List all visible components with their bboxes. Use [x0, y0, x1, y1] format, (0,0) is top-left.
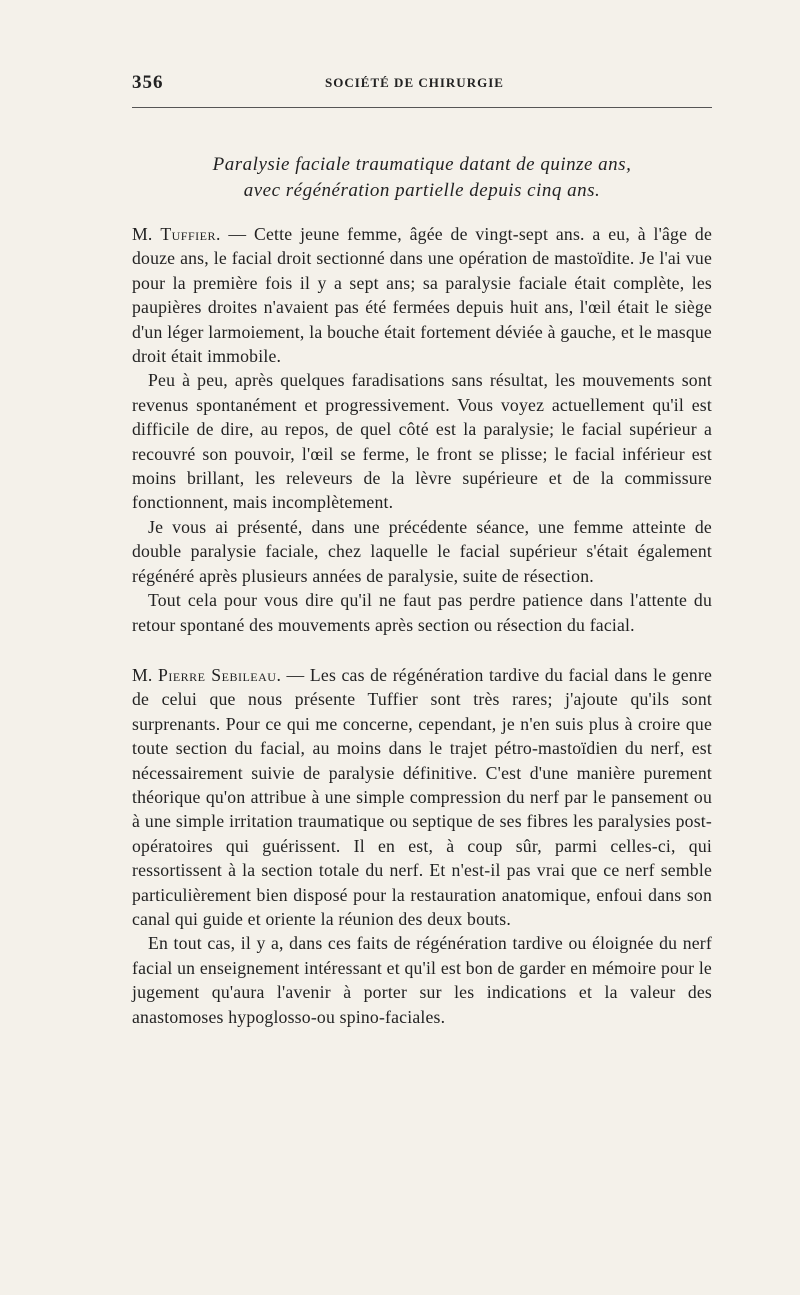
speaker-separator: . —: [276, 664, 310, 685]
speaker-separator: . —: [215, 224, 254, 244]
paragraph: Je vous ai présenté, dans une précédente séance, une femme atteinte de double paralysie faciale, chez laquelle le facial supérieur s'était également régénéré après plusieurs années de paralysie, suite de résection.: [132, 516, 712, 586]
paragraph: [132, 663, 712, 931]
paragraph: Peu à peu, après quelques faradisations sans résultat, les mouvements sont revenus spontanément et progressivement. Vous voyez actuellement qu'il est difficile de dire, au repos, de quel côté est la paralysie; le facial supérieur a recouvré son pouvoir, l'œil se ferme, le front se plisse; le facial inférieur est moins brillant, les releveurs de la lèvre supérieure et de la commissure fonctionnent, mais incomplètement.: [132, 370, 712, 513]
paragraph-text: Les cas de régénération tardive du facial dans le genre de celui que nous présente Tuffier sont très rares; j'ajoute qu'ils sont surprenants. Pour ce qui me concerne, cependant, je n'en suis plus à croire que toute section du facial, au moins dans le trajet pétro-mastoïdien du nerf, est nécessairement suivie de paralysie définitive. C'est d'une manière purement théorique qu'on attribue à une simple compression du nerf par le pansement ou à une simple irritation traumatique ou septique de ses fibres les paralysies post-opératoires qui guérissent. Il en est, à coup sûr, parmi celles-ci, qui ressortissent à la section totale du nerf. Et n'est-il pas vrai que ce nerf semble particulièrement bien disposé pour la restauration anatomique, enfoui dans son canal qui guide et oriente la réunion des deux bouts.: [132, 664, 712, 929]
running-head: SOCIÉTÉ DE CHIRURGIE: [325, 75, 504, 90]
paragraph: Tout cela pour vous dire qu'il ne faut pas perdre patience dans l'attente du retour spontané des mouvements après section ou résection du facial.: [132, 590, 712, 635]
speaker-prefix: M.: [132, 224, 161, 244]
page-number: 356: [132, 72, 164, 93]
paragraph-text: Cette jeune femme, âgée de vingt-sept ans. a eu, à l'âge de douze ans, le facial droit sectionné dans une opération de mastoïdite. Je l'ai vue pour la première fois il y a sept ans; sa paralysie faciale était complète, les paupières droites n'avaient pas été fermées depuis huit ans, l'œil était le siège d'un léger larmoiement, la bouche était fortement déviée à gauche, et le masque droit était immobile.: [132, 224, 712, 367]
header-rule: [132, 107, 712, 108]
paragraph: [132, 222, 712, 368]
speaker-prefix: M.: [132, 664, 159, 685]
paragraph: En tout cas, il y a, dans ces faits de régénération tardive ou éloignée du nerf facial un enseignement intéressant et qu'il est bon de garder en mémoire pour le jugement qu'aura l'avenir à porter sur les indications et la valeur des anastomoses hypoglosso-ou spino-faciales.: [132, 933, 712, 1027]
title-line-1: Paralysie faciale traumatique datant de quinze ans,: [212, 154, 632, 175]
speaker-name: Tuffier: [160, 224, 216, 244]
speaker-name: Pierre Sebileau: [158, 664, 277, 685]
title-line-2: avec régénération partielle depuis cinq ans.: [243, 180, 601, 201]
article-body: [132, 222, 712, 1029]
page-header: [132, 72, 712, 100]
article-title: [132, 152, 712, 204]
